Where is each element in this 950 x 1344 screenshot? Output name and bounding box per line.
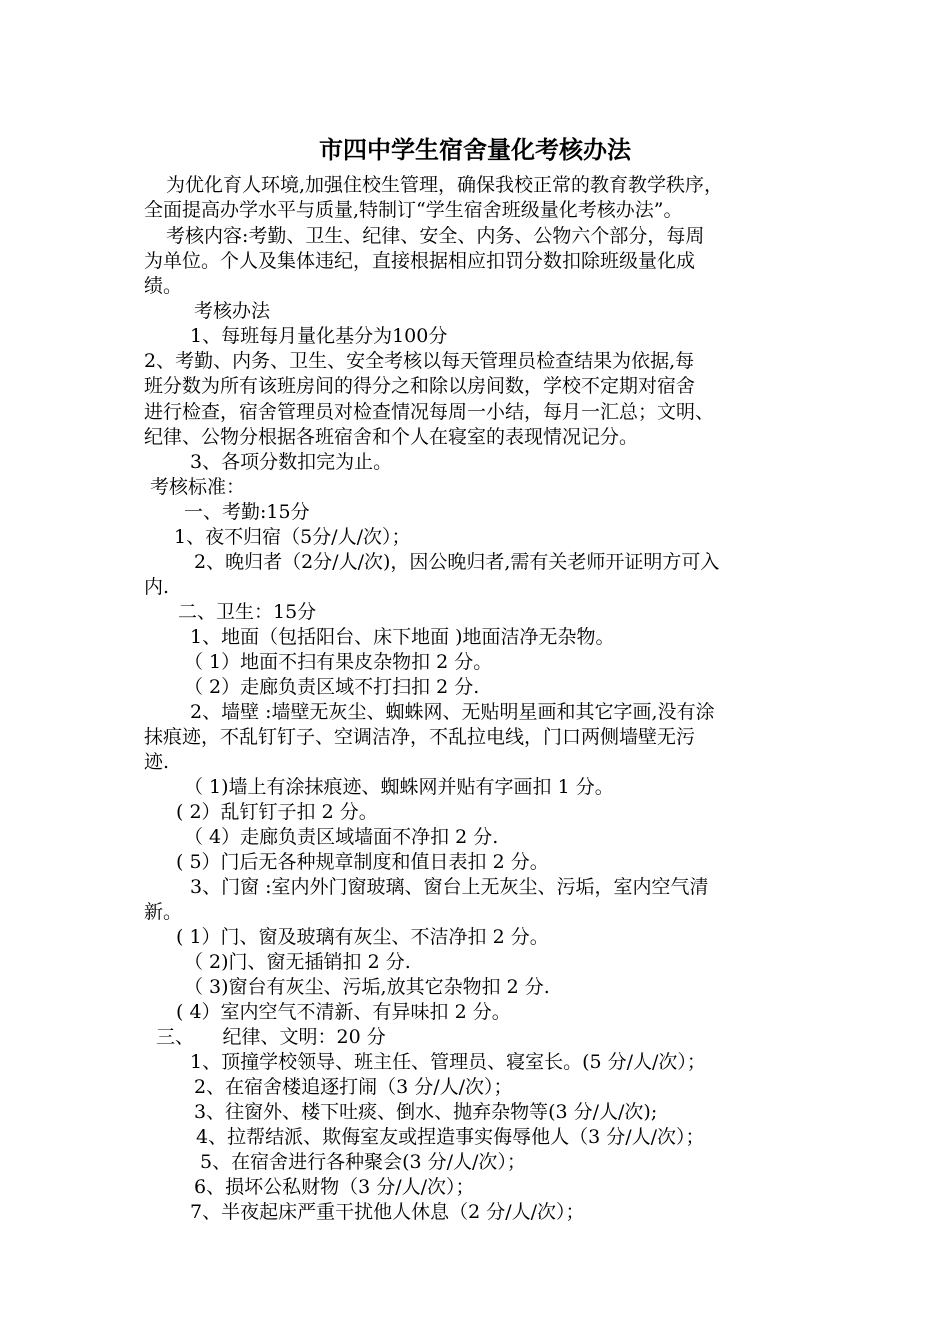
hygiene-wall-rule-1: （ 1)墙上有涂抹痕迹、蜘蛛网并贴有字画扣 1 分。 <box>184 776 614 798</box>
method-item-3: 3、各项分数扣完为止。 <box>190 451 393 473</box>
hygiene-wall-rule-4: （ 4）走廊负责区域墙面不净扣 2 分. <box>184 826 499 848</box>
attendance-item-1: 1、夜不归宿（5分/人/次）； <box>174 526 411 548</box>
hygiene-wall-line-2: 抹痕迹，不乱钉钉子、空调洁净，不乱拉电线，门口两侧墙壁无污 <box>144 726 696 748</box>
hygiene-window-rule-2: （ 2)门、窗无插销扣 2 分. <box>184 951 411 973</box>
hygiene-wall-line-1: 2、墙壁 :墙壁无灰尘、蜘蛛网、无贴明星画和其它字画,没有涂 <box>190 701 715 723</box>
discipline-item-1: 1、顶撞学校领导、班主任、管理员、寝室长。(5 分/人/次）； <box>190 1051 706 1073</box>
method-item-2-line-1: 2、考勤、内务、卫生、安全考核以每天管理员检查结果为依据,每 <box>144 350 695 372</box>
discipline-item-3: 3、往窗外、楼下吐痰、倒水、抛弃杂物等(3 分/人/次); <box>194 1101 658 1123</box>
attendance-item-2-line-2: 内. <box>144 576 170 598</box>
hygiene-floor: 1、地面（包括阳台、床下地面 )地面洁净无杂物。 <box>190 626 615 648</box>
section-hygiene: 二、卫生：15分 <box>178 601 317 623</box>
discipline-item-6: 6、损坏公私财物（3 分/人/次）； <box>194 1176 475 1198</box>
method-item-1: 1、每班每月量化基分为100分 <box>190 325 448 347</box>
method-item-2-line-4: 纪律、公物分根据各班宿舍和个人在寝室的表现情况记分。 <box>144 426 639 448</box>
hygiene-window-line-1: 3、门窗 :室内外门窗玻璃、窗台上无灰尘、污垢，室内空气清 <box>190 876 709 898</box>
hygiene-wall-line-3: 迹. <box>144 751 170 773</box>
hygiene-wall-rule-2: ( 2）乱钉钉子扣 2 分。 <box>176 801 378 823</box>
discipline-item-2: 2、在宿舍楼追逐打闹（3 分/人/次）； <box>194 1076 513 1098</box>
intro-line-2: 全面提高办学水平与质量,特制订“学生宿舍班级量化考核办法”。 <box>144 199 683 221</box>
content-line-2: 为单位。个人及集体违纪，直接根据相应扣罚分数扣除班级量化成 <box>144 250 696 272</box>
method-item-2-line-2: 班分数为所有该班房间的得分之和除以房间数，学校不定期对宿舍 <box>144 375 696 397</box>
hygiene-window-line-2: 新。 <box>144 901 183 923</box>
content-line-1: 考核内容:考勤、卫生、纪律、安全、内务、公物六个部分，每周 <box>166 225 705 247</box>
standard-heading: 考核标准： <box>150 476 246 498</box>
hygiene-floor-rule-2: （ 2）走廊负责区域不打扫扣 2 分. <box>184 676 480 698</box>
document-title: 市四中学生宿舍量化考核办法 <box>319 135 631 164</box>
attendance-item-2-line-1: 2、晚归者（2分/人/次)，因公晚归者,需有关老师开证明方可入 <box>194 551 720 573</box>
hygiene-window-rule-3: （ 3)窗台有灰尘、污垢,放其它杂物扣 2 分. <box>184 976 550 998</box>
section-discipline: 三、 纪律、文明：20 分 <box>156 1026 386 1048</box>
discipline-item-4: 4、拉帮结派、欺侮室友或捏造事实侮辱他人（3 分/人/次）； <box>196 1126 705 1148</box>
hygiene-wall-rule-5: ( 5）门后无各种规章制度和值日表扣 2 分。 <box>176 851 549 873</box>
intro-line-1: 为优化育人环境,加强住校生管理，确保我校正常的教育教学秩序， <box>166 174 724 196</box>
discipline-item-5: 5、在宿舍进行各种聚会(3 分/人/次）； <box>200 1151 526 1173</box>
method-item-2-line-3: 进行检查，宿舍管理员对检查情况每周一小结，每月一汇总；文明、 <box>144 401 715 423</box>
discipline-item-7: 7、半夜起床严重干扰他人休息（2 分/人/次）； <box>190 1201 585 1223</box>
content-line-3: 绩。 <box>144 275 183 297</box>
hygiene-window-rule-4: ( 4）室内空气不清新、有异味扣 2 分。 <box>176 1001 511 1023</box>
hygiene-window-rule-1: ( 1）门、窗及玻璃有灰尘、不洁净扣 2 分。 <box>176 926 549 948</box>
hygiene-floor-rule-1: （ 1）地面不扫有果皮杂物扣 2 分。 <box>184 651 493 673</box>
method-heading: 考核办法 <box>194 300 271 322</box>
section-attendance: 一、考勤:15分 <box>184 501 310 523</box>
